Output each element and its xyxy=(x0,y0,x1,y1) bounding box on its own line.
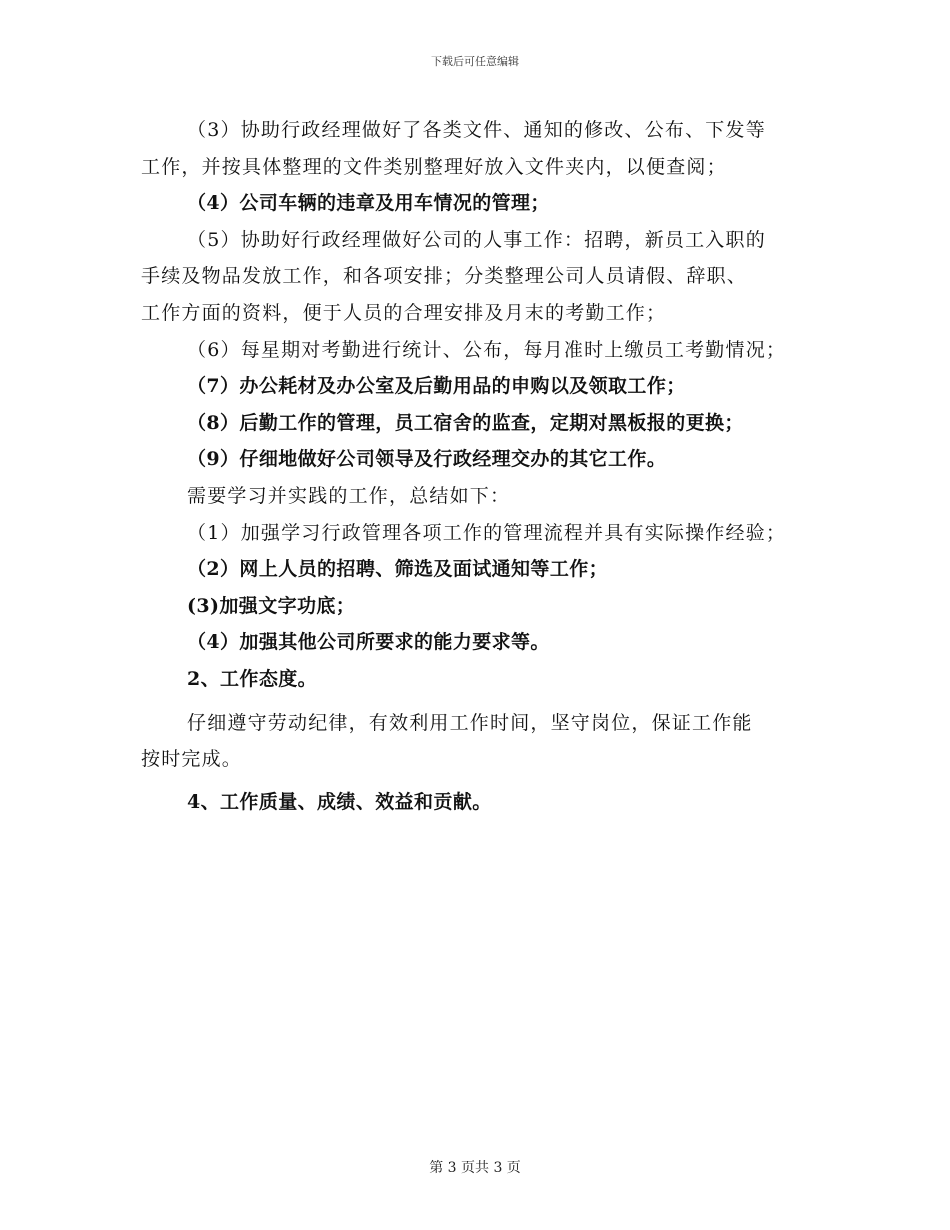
learn-intro: 需要学习并实践的工作，总结如下： xyxy=(187,484,511,507)
item-5-line-3: 工作方面的资料，便于人员的合理安排及月末的考勤工作； xyxy=(141,301,667,324)
item-9: （9）仔细地做好公司领导及行政经理交办的其它工作。 xyxy=(187,448,667,471)
item-5-line-1: （5）协助好行政经理做好公司的人事工作：招聘，新员工入职的 xyxy=(187,228,766,251)
page-header: 下载后可任意编辑 xyxy=(431,55,519,68)
item-3-line-1: （3）协助行政经理做好了各类文件、通知的修改、公布、下发等 xyxy=(187,119,766,141)
item-6: （6）每星期对考勤进行统计、公布，每月准时上缴员工考勤情况； xyxy=(187,338,787,361)
item-8: （8）后勤工作的管理，员工宿舍的监查，定期对黑板报的更换； xyxy=(187,411,744,434)
learn-item-4: （4）加强其他公司所要求的能力要求等。 xyxy=(187,631,550,654)
section-2-line-2: 按时完成。 xyxy=(141,748,243,771)
item-7: （7）办公耗材及办公室及后勤用品的申购以及领取工作； xyxy=(187,375,686,398)
learn-item-3: (3)加强文字功底； xyxy=(187,594,356,617)
learn-item-2: （2）网上人员的招聘、筛选及面试通知等工作； xyxy=(187,558,609,581)
section-4-title: 4、工作质量、成绩、效益和贡献。 xyxy=(187,790,492,813)
item-4: （4）公司车辆的违章及用车情况的管理； xyxy=(187,192,550,215)
learn-item-1: （1）加强学习行政管理各项工作的管理流程并具有实际操作经验； xyxy=(187,521,787,544)
section-2-line-1: 仔细遵守劳动纪律，有效利用工作时间，坚守岗位，保证工作能 xyxy=(187,711,753,734)
item-3-line-2: 工作，并按具体整理的文件类别整理好放入文件夹内，以便查阅； xyxy=(141,155,727,178)
item-5-line-2: 手续及物品发放工作，和各项安排；分类整理公司人员请假、辞职、 xyxy=(141,265,748,288)
document-body xyxy=(141,112,821,820)
section-2-title: 2、工作态度。 xyxy=(187,667,318,690)
page-footer: 第 3 页共 3 页 xyxy=(429,1160,521,1176)
